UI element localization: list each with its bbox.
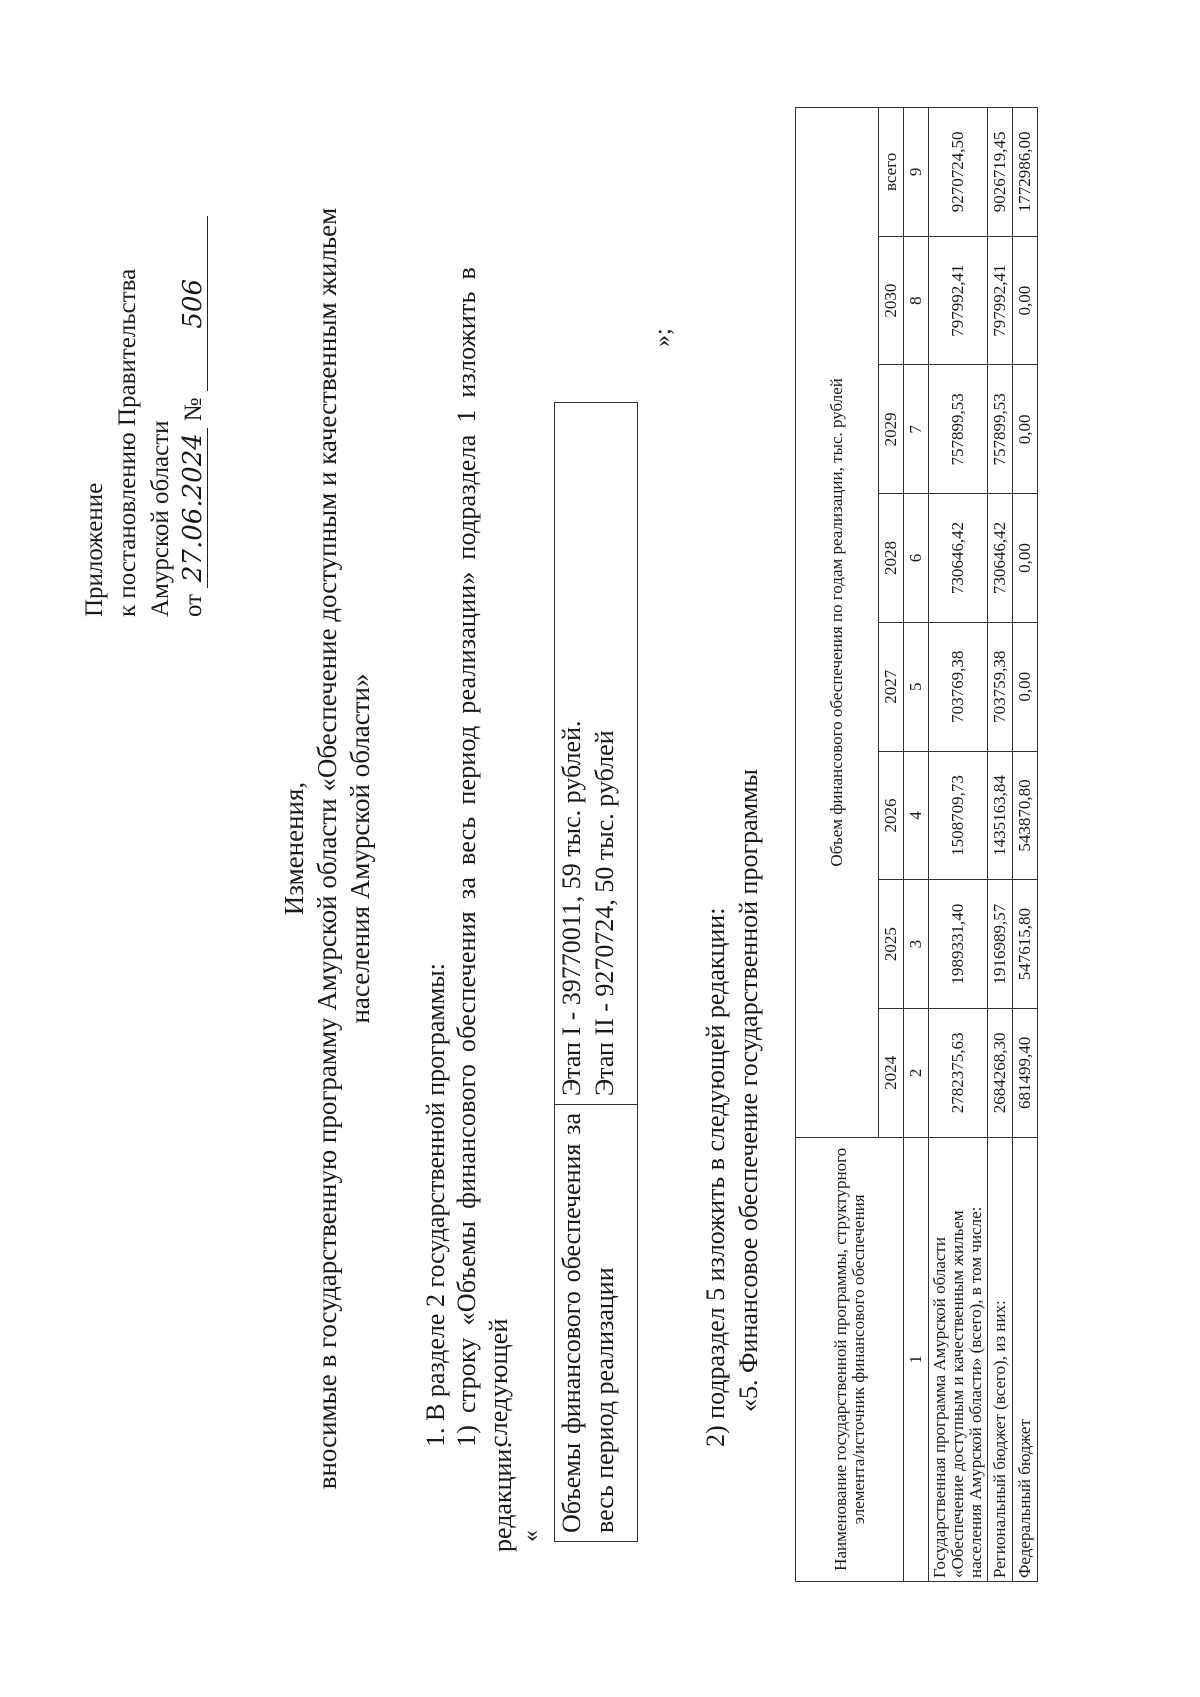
date-prefix: от: [180, 593, 207, 617]
header-year: 2030: [879, 236, 904, 365]
column-number: 2: [904, 1008, 929, 1137]
funding-label-line-1: Объемы финансового обеспечения за: [557, 1113, 586, 1533]
table-cell: 0,00: [1013, 365, 1038, 494]
funding-volume-label: [555, 1105, 638, 1542]
table-cell: 0,00: [1013, 494, 1038, 623]
column-number: 7: [904, 365, 929, 494]
funding-volume-value: [555, 403, 638, 1105]
header-year: 2028: [879, 494, 904, 623]
table-cell: 1989331,40: [929, 880, 988, 1009]
title-line-3: населения Амурской области»: [345, 673, 375, 1024]
header-year: 2025: [879, 880, 904, 1009]
stage-1-value: Этап I - 39770011, 59 тыс. рублей.: [557, 720, 586, 1096]
table-row-program-total: [929, 108, 988, 1582]
table-cell: 757899,53: [929, 365, 988, 494]
paragraph-item-2: 2) подраздел 5 изложить в следующей редакции:: [701, 907, 730, 1447]
appendix-date-line: [177, 216, 210, 617]
paragraph-section-2: 1. В разделе 2 государственной программы:: [421, 963, 450, 1447]
closing-quote: »;: [650, 328, 676, 347]
table-cell: 2782375,63: [929, 1008, 988, 1137]
handwritten-number: 506: [179, 216, 208, 391]
table-cell: 9026719,45: [988, 108, 1013, 237]
column-number: 5: [904, 622, 929, 751]
finance-table: [795, 107, 1038, 1582]
header-program-name: Наименование государственной программы, структурного элемента/источник финансового обеспечения: [796, 1137, 904, 1581]
handwritten-date: 27.06.2024: [179, 428, 208, 588]
table-cell: 797992,41: [929, 236, 988, 365]
funding-label-line-2: весь период реализации: [590, 1267, 619, 1533]
table-cell: 543870,80: [1013, 751, 1038, 880]
paragraph-item-1-end: редакции:: [488, 1441, 517, 1552]
header-year: 2024: [879, 1008, 904, 1137]
column-number: 1: [904, 1137, 929, 1581]
table-row-regional-budget: [988, 108, 1013, 1582]
table-cell: 703759,38: [988, 622, 1013, 751]
header-total: всего: [879, 108, 904, 237]
table-cell: 730646,42: [929, 494, 988, 623]
appendix-resolution: к постановлению Правительства: [114, 268, 141, 617]
table-cell: 681499,40: [1013, 1008, 1038, 1137]
table-cell: 757899,53: [988, 365, 1013, 494]
title-line-2: вносимые в государственную программу Амурской области «Обеспечение доступным и качественным жильем: [312, 207, 342, 1490]
table-cell: 797992,41: [988, 236, 1013, 365]
row-name: Федеральный бюджет: [1013, 1137, 1038, 1581]
table-cell: 1916989,57: [988, 880, 1013, 1009]
column-number: 3: [904, 880, 929, 1009]
table-cell: 730646,42: [988, 494, 1013, 623]
row-name: Государственная программа Амурской области «Обеспечение доступным и качественным жильем населения Амурской области» (всего), в том числе:: [929, 1137, 988, 1581]
column-number: 9: [904, 108, 929, 237]
column-number: 6: [904, 494, 929, 623]
table-cell: 0,00: [1013, 236, 1038, 365]
table-cell: 703769,38: [929, 622, 988, 751]
header-year: 2029: [879, 365, 904, 494]
appendix-block: [78, 216, 210, 617]
number-label: №: [180, 397, 207, 422]
table-cell: 1772986,00: [1013, 108, 1038, 237]
table-cell: 9270724,50: [929, 108, 988, 237]
stage-2-value: Этап II - 9270724, 50 тыс. рублей: [590, 730, 619, 1096]
table-cell: 1435163,84: [988, 751, 1013, 880]
row-name: Региональный бюджет (всего), из них:: [988, 1137, 1013, 1581]
table-cell: 547615,80: [1013, 880, 1038, 1009]
column-number: 8: [904, 236, 929, 365]
header-year: 2027: [879, 622, 904, 751]
table-cell: 0,00: [1013, 622, 1038, 751]
funding-volume-box: [554, 402, 638, 1542]
table-row-federal-budget: [1013, 108, 1038, 1582]
table-cell: 1508709,73: [929, 751, 988, 880]
opening-quote: «: [518, 1530, 544, 1542]
table-cell: 2684268,30: [988, 1008, 1013, 1137]
header-funding-volume: Объем финансового обеспечения по годам реализации, тыс. рублей: [796, 108, 879, 1138]
column-number: 4: [904, 751, 929, 880]
subsection-5-heading: «5. Финансовое обеспечение государственной программы: [734, 768, 763, 1412]
appendix-title: Приложение: [81, 482, 108, 617]
title-line-1: Изменения,: [279, 781, 309, 916]
document-title: [278, 0, 377, 1697]
paragraph-item-1: 1) строку «Объемы финансового обеспечения за весь период реализации» подраздела 1 изложить в следующей: [452, 267, 513, 1447]
header-year: 2026: [879, 751, 904, 880]
appendix-region: Амурской области: [147, 420, 174, 617]
